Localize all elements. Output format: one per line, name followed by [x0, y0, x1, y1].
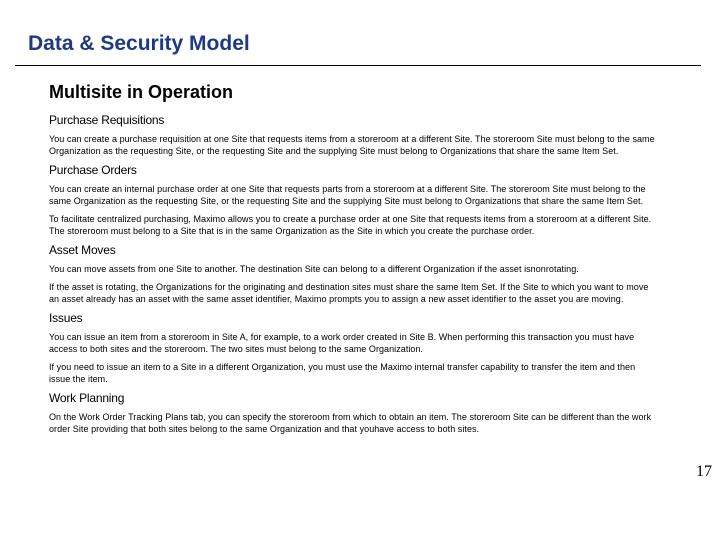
section-paragraph: If you need to issue an item to a Site in a different Organization, you must use the Maximo internal transfer capability to transfer the item and then issue the item. [49, 362, 636, 384]
section-asset-moves [49, 243, 657, 305]
section-issues [49, 311, 657, 385]
section-purchase-orders [49, 163, 657, 237]
title-divider [15, 65, 701, 66]
page-number: 17 [696, 463, 712, 480]
section-paragraph: You can move assets from one Site to another. The destination Site can belong to a different Organization if the asset isnonrotating. [49, 264, 579, 274]
section-paragraph: You can create a purchase requisition at one Site that requests items from a storeroom at a different Site. The storeroom Site must belong to the same Organization as the requesting Site, or the requesting Site and the supplying Site must belong to Organizations that share the same Item Set. [49, 134, 655, 156]
section-heading: Purchase Requisitions [49, 113, 165, 127]
section-paragraph: If the asset is rotating, the Organizations for the originating and destination sites must share the same Item Set. If the Site to which you want to move an asset already has an asset with the same asset identifier, Maximo prompts you to assign a new asset identifier to the asset you are moving. [49, 282, 649, 304]
section-heading: Purchase Orders [49, 163, 137, 177]
section-paragraph: On the Work Order Tracking Plans tab, you can specify the storeroom from which to obtain an item. The storeroom Site can be different than the work order Site providing that both sites belong to the same Organization and that youhave access to both sites. [49, 412, 652, 434]
section-work-planning [49, 391, 657, 435]
section-paragraph: You can issue an item from a storeroom in Site A, for example, to a work order created in Site B. When performing this transaction you must have access to both sites and the storeroom. The two sites must belong to the same Organization. [49, 332, 635, 354]
section-heading: Issues [49, 311, 83, 325]
slide-content [49, 82, 657, 441]
section-heading: Asset Moves [49, 243, 116, 257]
section-heading: Work Planning [49, 391, 125, 405]
section-paragraph: You can create an internal purchase order at one Site that requests parts from a storeroom at a different Site. The storeroom Site must belong to the same Organization as the requesting Site, or the requesting Site and the supplying Site must belong to Organizations that share the same Item Set. [49, 184, 646, 206]
slide-subtitle: Multisite in Operation [49, 82, 234, 102]
section-purchase-requisitions [49, 113, 657, 157]
section-paragraph: To facilitate centralized purchasing, Maximo allows you to create a purchase order at one Site that requests items from a storeroom at a different Site. The storeroom must belong to a Site that is in the same Organization as the Site in which you create the purchase order. [49, 214, 652, 236]
slide-title: Data & Security Model [28, 32, 250, 55]
